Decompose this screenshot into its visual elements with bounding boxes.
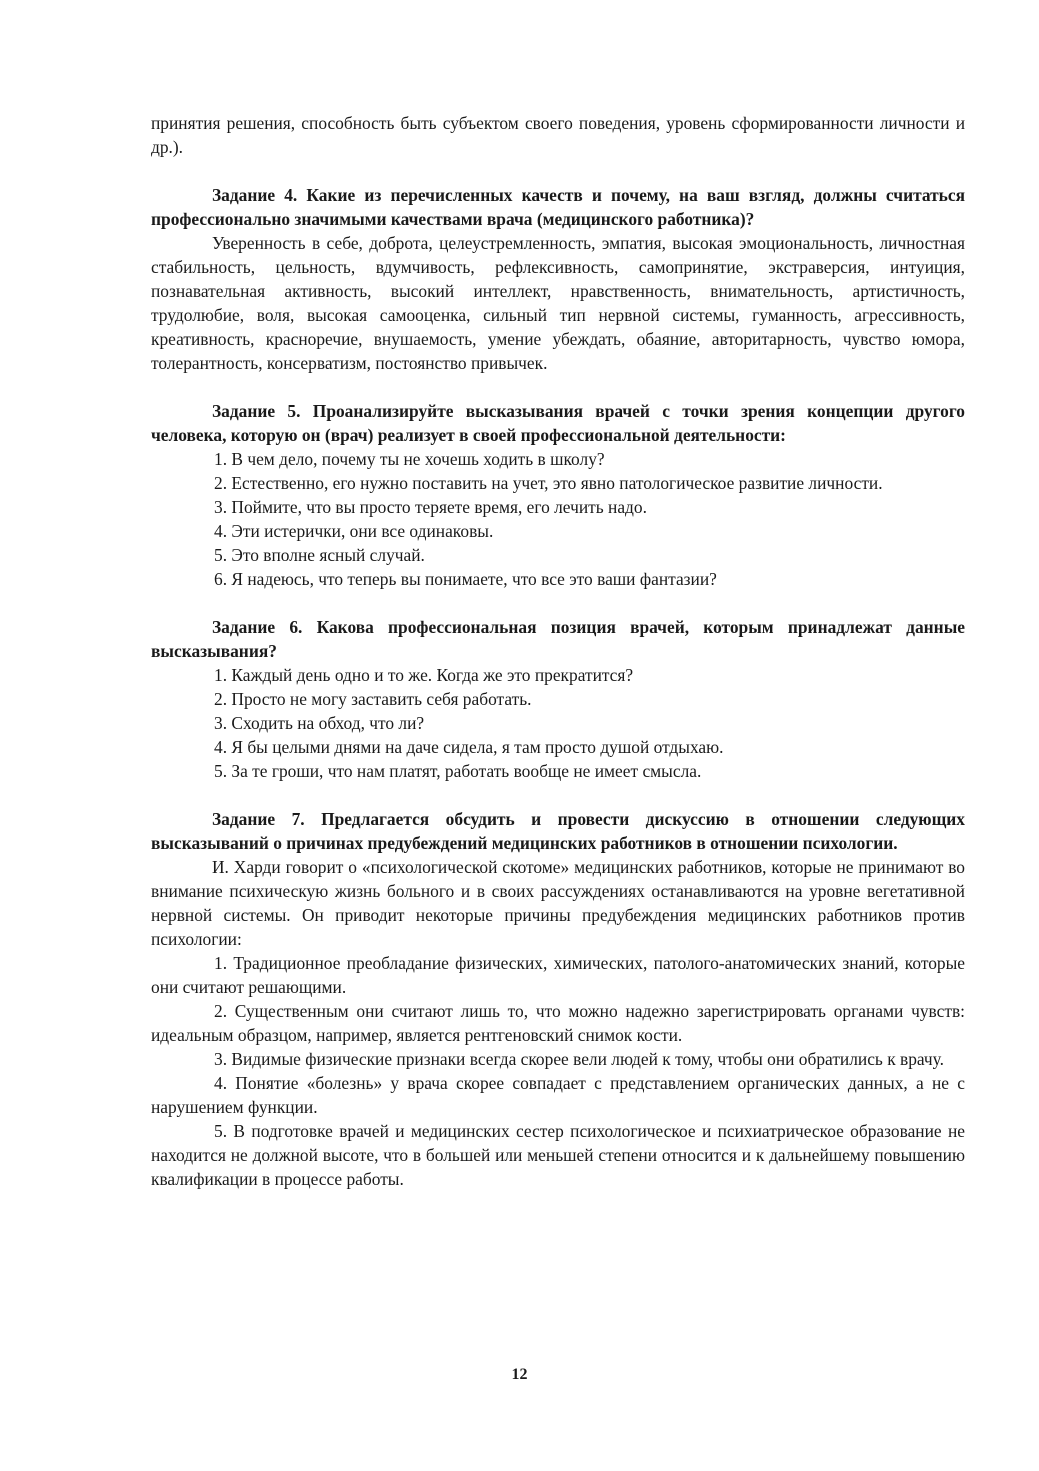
task-6-item-3: 3. Сходить на обход, что ли?	[214, 713, 425, 733]
intro-continuation-paragraph: принятия решения, способность быть субъектом своего поведения, уровень сформированности личности и др.).	[151, 113, 965, 157]
task-6-heading: Задание 6. Какова профессиональная позиция врачей, которым принадлежат данные высказывания?	[151, 617, 965, 661]
page-number: 12	[511, 1366, 528, 1383]
task-5-heading: Задание 5. Проанализируйте высказывания врачей с точки зрения концепции другого человека, которую он (врач) реализует в своей профессиональной деятельности:	[151, 401, 965, 445]
document-page	[151, 111, 965, 1191]
task-5-item-1: 1. В чем дело, почему ты не хочешь ходить в школу?	[214, 449, 605, 469]
task-6-item-1: 1. Каждый день одно и то же. Когда же это прекратится?	[214, 665, 634, 685]
task-5-item-4: 4. Эти истерички, они все одинаковы.	[214, 521, 494, 541]
task-7-item-5: 5. В подготовке врачей и медицинских сестер психологическое и психиатрическое образование не находится не должной высоте, что в большей или меньшей степени относится и к дальнейшему повышению квалификации в процессе работы.	[151, 1121, 965, 1189]
task-7-item-3: 3. Видимые физические признаки всегда скорее вели людей к тому, чтобы они обратились к врачу.	[214, 1049, 944, 1069]
task-6-item-2: 2. Просто не могу заставить себя работать.	[214, 689, 532, 709]
task-7-item-2: 2. Существенным они считают лишь то, что можно надежно зарегистрировать органами чувств: идеальным образцом, например, является рентгеновский снимок кости.	[151, 1001, 965, 1045]
task-7-item-4: 4. Понятие «болезнь» у врача скорее совпадает с представлением органических данных, а не с нарушением функции.	[151, 1073, 965, 1117]
task-5-item-5: 5. Это вполне ясный случай.	[214, 545, 425, 565]
task-7-item-1: 1. Традиционное преобладание физических, химических, патолого-анатомических знаний, которые они считают решающими.	[151, 953, 965, 997]
task-4-qualities-paragraph: Уверенность в себе, доброта, целеустремленность, эмпатия, высокая эмоциональность, личностная стабильность, цельность, вдумчивость, рефлексивность, самопринятие, экстраверсия, интуиция, познавательная активность, высокий интеллект, нравственность, внимательность, артистичность, трудолюбие, воля, высокая самооценка, сильный тип нервной системы, гуманность, агрессивность, креативность, красноречие, внушаемость, умение убеждать, обаяние, авторитарность, чувство юмора, толерантность, консерватизм, постоянство привычек.	[151, 233, 965, 373]
task-4-heading: Задание 4. Какие из перечисленных качеств и почему, на ваш взгляд, должны считаться профессионально значимыми качествами врача (медицинского работника)?	[151, 185, 965, 229]
task-6-item-5: 5. За те гроши, что нам платят, работать вообще не имеет смысла.	[214, 761, 702, 781]
task-5-item-6: 6. Я надеюсь, что теперь вы понимаете, что все это ваши фантазии?	[214, 569, 717, 589]
task-5-item-2: 2. Естественно, его нужно поставить на учет, это явно патологическое развитие личности.	[214, 473, 883, 493]
task-7-intro-paragraph: И. Харди говорит о «психологической скотоме» медицинских работников, которые не принимают во внимание психическую жизнь больного и в своих рассуждениях останавливаются на уровне вегетативной нервной системы. Он приводит некоторые причины предубеждения медицинских работников против психологии:	[151, 857, 965, 949]
task-7-heading: Задание 7. Предлагается обсудить и провести дискуссию в отношении следующих высказываний о причинах предубеждений медицинских работников в отношении психологии.	[151, 809, 965, 853]
task-5-item-3: 3. Поймите, что вы просто теряете время, его лечить надо.	[214, 497, 647, 517]
task-6-item-4: 4. Я бы целыми днями на даче сидела, я там просто душой отдыхаю.	[214, 737, 724, 757]
